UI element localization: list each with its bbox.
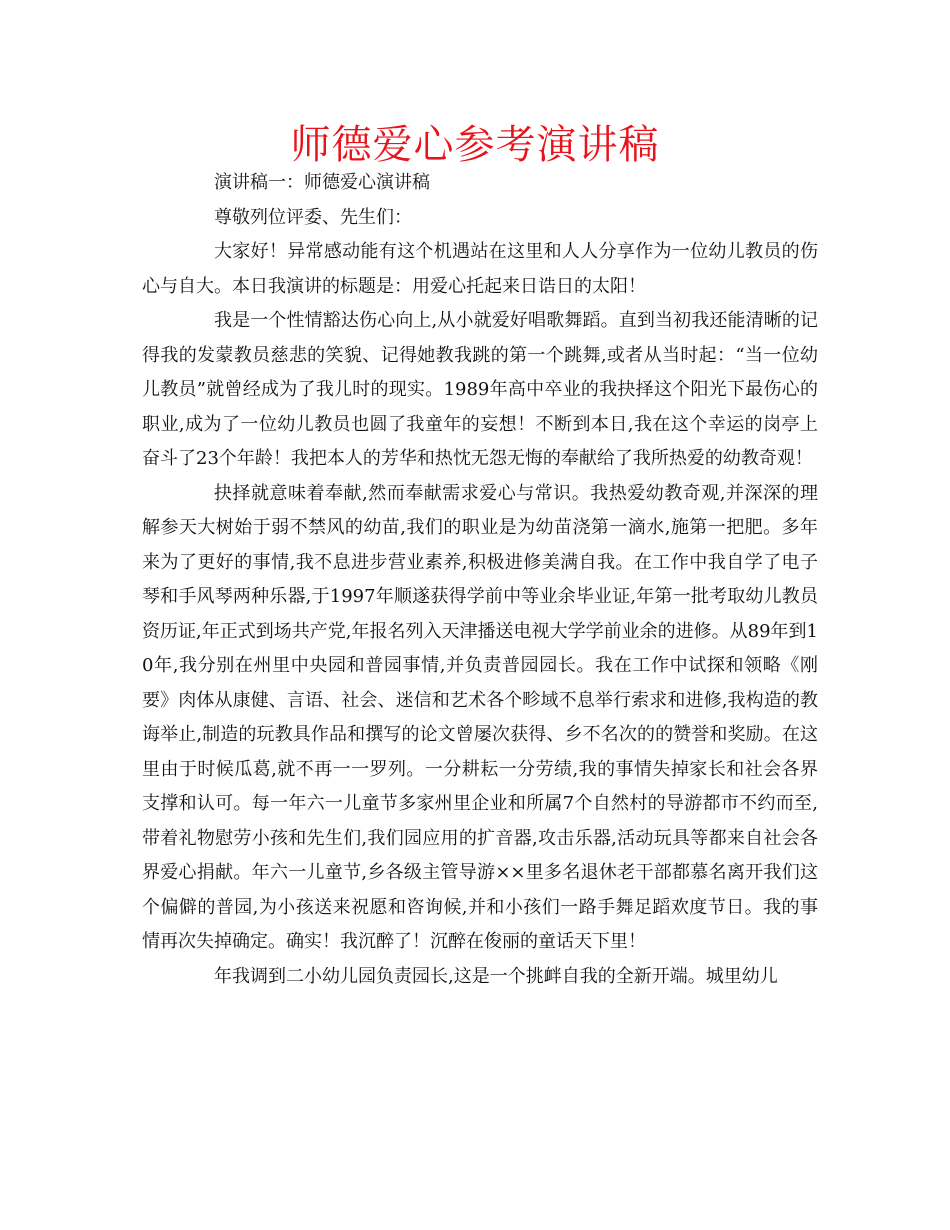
paragraph-background: 我是一个性情豁达伤心向上,从小就爱好唱歌舞蹈。直到当初我还能清晰的记得我的发蒙教员慈悲的笑貌、记得她教我跳的第一个跳舞,或者从当时起：“当一位幼儿教员”就曾经成为了我儿时的现实。1989年高中卒业的我抉择这个阳光下最伤心的职业,成为了一位幼儿教员也圆了我童年的妄想！不断到本日,我在这个幸运的岗亭上奋斗了23个年龄！我把本人的芳华和热忱无怨无悔的奉献给了我所热爱的幼教奇观！ xyxy=(142,310,818,469)
paragraph-dedication: 抉择就意味着奉献,然而奉献需求爱心与常识。我热爱幼教奇观,并深深的理解参天大树始于弱不禁风的幼苗,我们的职业是为幼苗浇第一滴水,施第一把肥。多年来为了更好的事情,我不息进步营业素养,积极进修美满自我。在工作中我自学了电子琴和手风琴两种乐器,于1997年顺遂获得学前中等业余毕业证,年第一批考取幼儿教员资历证,年正式到场共产党,年报名列入天津播送电视大学学前业余的进修。从89年到10年,我分别在州里中央园和普园事情,并负责普园园长。我在工作中试探和领略《刚要》肉体从康健、言语、社会、迷信和艺术各个畛域不息举行索求和进修,我构造的教诲举止,制造的玩教具作品和撰写的论文曾屡次获得、乡不名次的的赞誉和奖励。在这里由于时候瓜葛,就不再一一罗列。一分耕耘一分劳绩,我的事情失掉家长和社会各界支撑和认可。每一年六一儿童节多家州里企业和所属7个自然村的导游都市不约而至,带着礼物慰劳小孩和先生们,我们园应用的扩音器,攻击乐器,活动玩具等都来自社会各界爱心捐献。年六一儿童节,乡各级主管导游××里多名退休老干部都慕名离开我们这个偏僻的普园,为小孩送来祝愿和咨询候,并和小孩们一路手舞足蹈欢度节日。我的事情再次失掉确定。确实！我沉醉了！沉醉在俊丽的童话天下里！ xyxy=(142,482,818,952)
paragraph-greeting: 大家好！异常感动能有这个机遇站在这里和人人分享作为一位幼儿教员的伤心与自大。本日我演讲的标题是：用爱心托起来日诰日的太阳！ xyxy=(142,241,818,297)
document-body xyxy=(142,166,818,994)
paragraph-subtitle: 演讲稿一：师德爱心演讲稿 xyxy=(214,172,430,193)
document-title: 师德爱心参考演讲稿 xyxy=(290,122,660,168)
paragraph-salutation: 尊敬列位评委、先生们： xyxy=(214,206,412,228)
paragraph-new-start: 年我调到二小幼儿园负责园长,这是一个挑衅自我的全新开端。城里幼儿 xyxy=(214,965,778,987)
